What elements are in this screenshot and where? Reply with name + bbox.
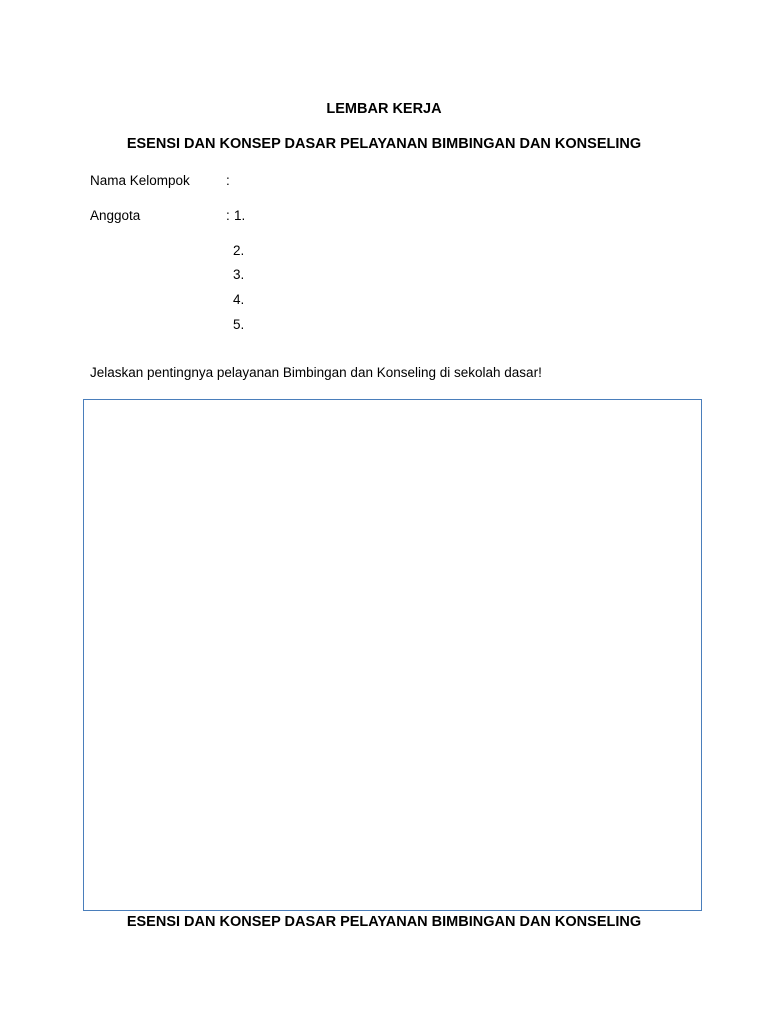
member-number-1: 1. <box>234 208 246 223</box>
page-title: LEMBAR KERJA <box>326 101 442 117</box>
page-subtitle: ESENSI DAN KONSEP DASAR PELAYANAN BIMBINGAN DAN KONSELING <box>126 136 642 152</box>
group-name-label: Nama Kelompok <box>90 173 190 188</box>
member-number-4: 4. <box>233 292 245 307</box>
members-label: Anggota <box>90 208 141 223</box>
footer-title: ESENSI DAN KONSEP DASAR PELAYANAN BIMBINGAN DAN KONSELING <box>126 914 642 930</box>
member-number-3: 3. <box>233 267 245 282</box>
question-text: Jelaskan pentingnya pelayanan Bimbingan dan Konseling di sekolah dasar! <box>90 365 542 380</box>
member-number-5: 5. <box>233 317 245 332</box>
member-number-2: 2. <box>233 243 245 258</box>
answer-box[interactable] <box>83 399 702 911</box>
members-separator: : <box>226 208 230 223</box>
group-name-separator: : <box>226 173 230 188</box>
